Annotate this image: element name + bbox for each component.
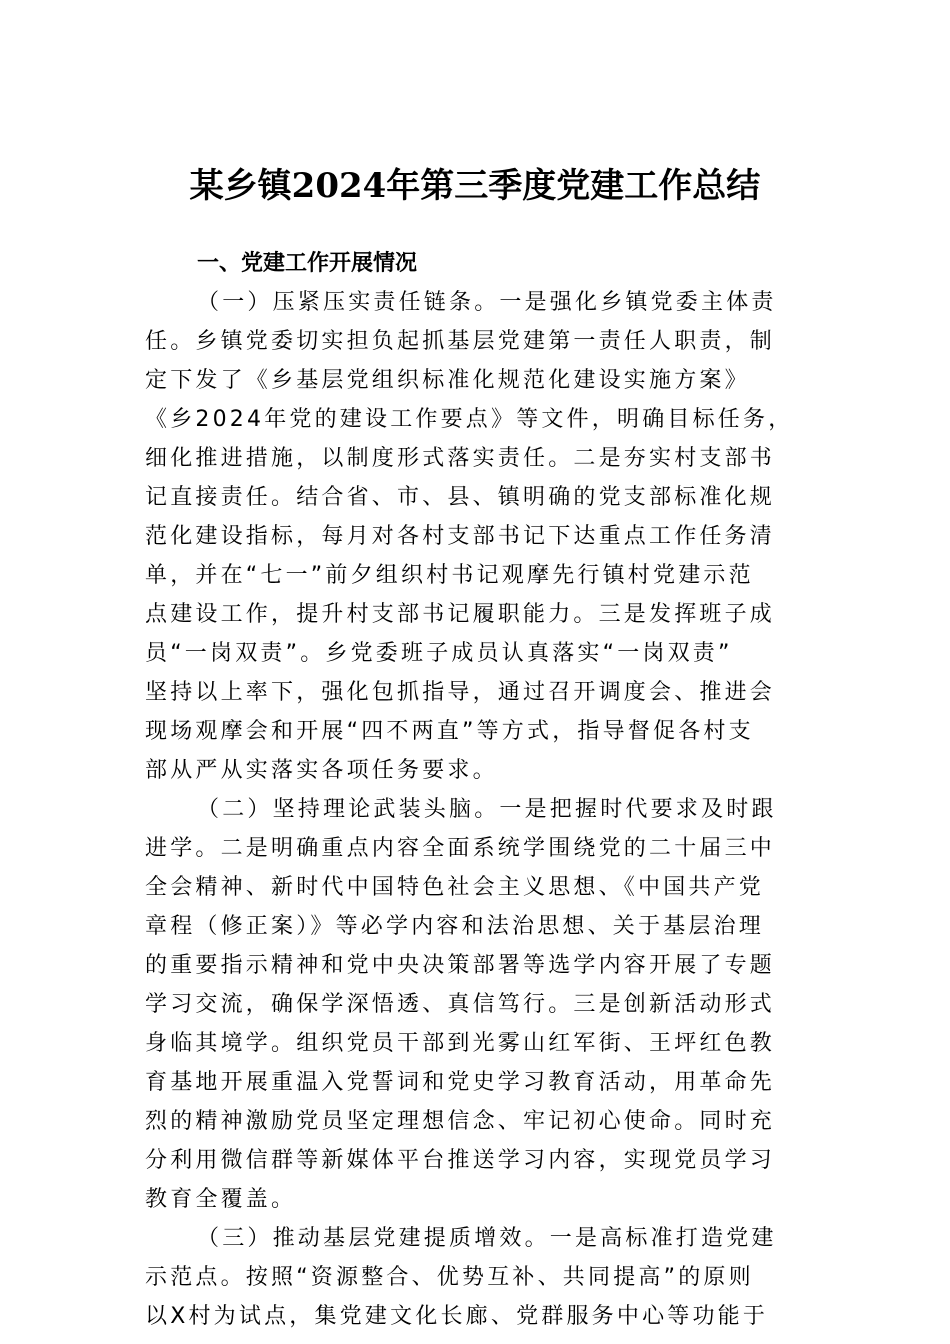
paragraph-line: 分利用微信群等新媒体平台推送学习内容，实现党员学习	[145, 1148, 776, 1173]
paragraph-line: 章程（修正案）》等必学内容和法治思想、关于基层治理	[145, 914, 765, 939]
paragraph-line: （一）压紧压实责任链条。一是强化乡镇党委主体责	[197, 290, 777, 315]
paragraph	[145, 283, 810, 790]
paragraph-line: 以X村为试点，集党建文化长廊、党群服务中心等功能于	[145, 1304, 769, 1329]
paragraph-line: 教育全覆盖。	[145, 1187, 297, 1212]
paragraph-line: 部从严从实落实各项任务要求。	[145, 758, 498, 783]
paragraph-line: 育基地开展重温入党誓词和党史学习教育活动，用革命先	[145, 1070, 776, 1095]
document-title: 某乡镇2024年第三季度党建工作总结	[189, 166, 761, 206]
paragraph-line: （二）坚持理论武装头脑。一是把握时代要求及时跟	[197, 797, 777, 822]
paragraph-line: （三）推动基层党建提质增效。一是高标准打造党建	[197, 1226, 777, 1251]
paragraph-line: 现场观摩会和开展“四不两直”等方式，指导督促各村支	[145, 719, 754, 744]
section-heading: 一、党建工作开展情况	[197, 251, 418, 276]
paragraph-line: 单，并在“七一”前夕组织村书记观摩先行镇村党建示范	[145, 563, 754, 588]
paragraph-line: 员“一岗双责”。乡党委班子成员认真落实“一岗双责”	[145, 641, 733, 666]
document-body	[145, 244, 810, 1336]
paragraph-line: 点建设工作，提升村支部书记履职能力。三是发挥班子成	[145, 602, 776, 627]
paragraph-line: 范化建设指标，每月对各村支部书记下达重点工作任务清	[145, 524, 776, 549]
paragraph-line: 烈的精神激励党员坚定理想信念、牢记初心使命。同时充	[145, 1109, 776, 1134]
paragraph-line: 定下发了《乡基层党组织标准化规范化建设实施方案》	[145, 368, 750, 393]
paragraph-line: 任。乡镇党委切实担负起抓基层党建第一责任人职责，制	[145, 329, 776, 354]
paragraph-line: 的重要指示精神和党中央决策部署等选学内容开展了专题	[145, 953, 776, 978]
paragraph-line: 全会精神、新时代中国特色社会主义思想、《中国共产党	[145, 875, 765, 900]
paragraph-line: 进学。二是明确重点内容全面系统学围绕党的二十届三中	[145, 836, 776, 861]
paragraph-line: 《乡2024年党的建设工作要点》等文件，明确目标任务，	[145, 407, 794, 432]
paragraph-line: 细化推进措施，以制度形式落实责任。二是夯实村支部书	[145, 446, 776, 471]
paragraph	[145, 790, 810, 1219]
paragraph-line: 记直接责任。结合省、市、县、镇明确的党支部标准化规	[145, 485, 776, 510]
paragraph	[145, 1219, 810, 1336]
paragraph-line: 示范点。按照“资源整合、优势互补、共同提高”的原则	[145, 1265, 754, 1290]
paragraph-line: 学习交流，确保学深悟透、真信笃行。三是创新活动形式	[145, 992, 776, 1017]
paragraph-line: 身临其境学。组织党员干部到光雾山红军街、王坪红色教	[145, 1031, 776, 1056]
paragraph-line: 坚持以上率下，强化包抓指导，通过召开调度会、推进会	[145, 680, 776, 705]
